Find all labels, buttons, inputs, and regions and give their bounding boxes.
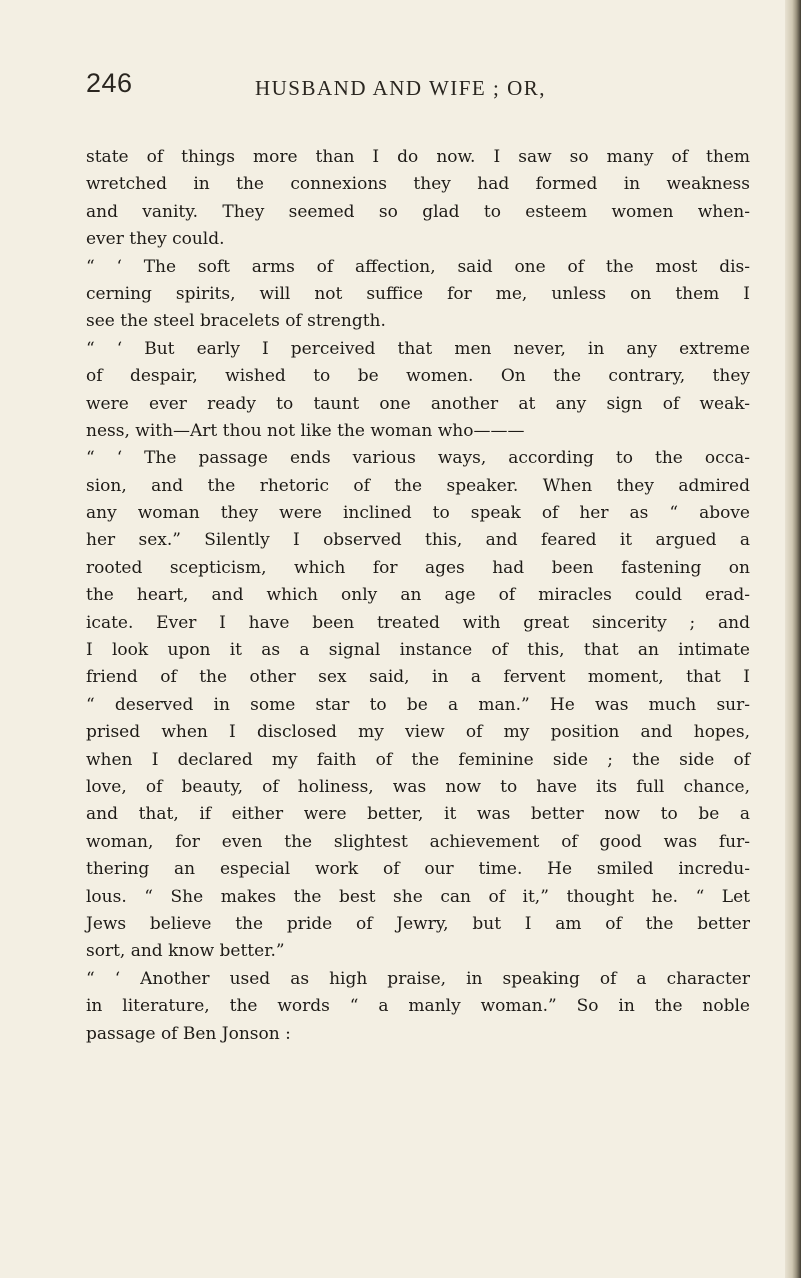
running-head: HUSBAND AND WIFE ; OR, [254, 76, 547, 100]
text-line: prised when I disclosed my view of my position and hopes, [86, 722, 750, 743]
text-line: thering an especial work of our time. He smiled incredu- [86, 859, 750, 880]
text-line: of despair, wished to be women. On the contrary, they [86, 366, 750, 387]
text-line: “ ‘ Another used as high praise, in speaking of a character [86, 968, 750, 989]
text-line: love, of beauty, of holiness, was now to have its full chance, [86, 776, 750, 797]
text-line: Jews believe the pride of Jewry, but I am of the better [86, 913, 750, 934]
text-line: rooted scepticism, which for ages had been fastening on [86, 557, 750, 578]
text-line: and vanity. They seemed so glad to esteem women when- [86, 201, 750, 222]
text-line: any woman they were inclined to speak of her as “ above [86, 503, 750, 524]
text-line: lous. “ She makes the best she can of it,” thought he. “ Let [86, 886, 750, 907]
text-line: “ deserved in some star to be a man.” He was much sur- [86, 694, 750, 715]
text-line: sion, and the rhetoric of the speaker. When they admired [86, 475, 750, 496]
text-line: “ ‘ But early I perceived that men never, in any extreme [86, 338, 750, 359]
text-line: ness, with—Art thou not like the woman who——— [86, 420, 525, 441]
text-line: and that, if either were better, it was better now to be a [86, 804, 750, 825]
text-line: see the steel bracelets of strength. [86, 311, 386, 332]
text-line: “ ‘ The passage ends various ways, according to the occa- [86, 448, 750, 469]
text-line: cerning spirits, will not suffice for me, unless on them I [86, 283, 750, 304]
text-line: ever they could. [86, 229, 225, 250]
text-line: the heart, and which only an age of miracles could erad- [86, 585, 750, 606]
text-line: her sex.” Silently I observed this, and feared it argued a [86, 530, 750, 551]
page-number: 246 [86, 68, 133, 98]
text-line: wretched in the connexions they had formed in weakness [86, 174, 750, 195]
page-binding-edge [785, 0, 801, 1278]
text-line: “ ‘ The soft arms of affection, said one of the most dis- [86, 256, 750, 277]
text-line: woman, for even the slightest achievement of good was fur- [86, 831, 750, 852]
text-line: state of things more than I do now. I saw so many of them [86, 147, 750, 167]
text-line: when I declared my faith of the feminine side ; the side of [86, 749, 750, 770]
text-line: friend of the other sex said, in a fervent moment, that I [86, 667, 750, 688]
body-text [86, 144, 750, 1048]
text-line: passage of Ben Jonson : [86, 1023, 291, 1044]
text-line: I look upon it as a signal instance of this, that an intimate [86, 640, 750, 661]
text-line: icate. Ever I have been treated with great sincerity ; and [86, 612, 750, 633]
text-line: sort, and know better.” [86, 941, 285, 962]
text-line: in literature, the words “ a manly woman.” So in the noble [86, 996, 750, 1017]
text-line: were ever ready to taunt one another at any sign of weak- [86, 393, 750, 414]
